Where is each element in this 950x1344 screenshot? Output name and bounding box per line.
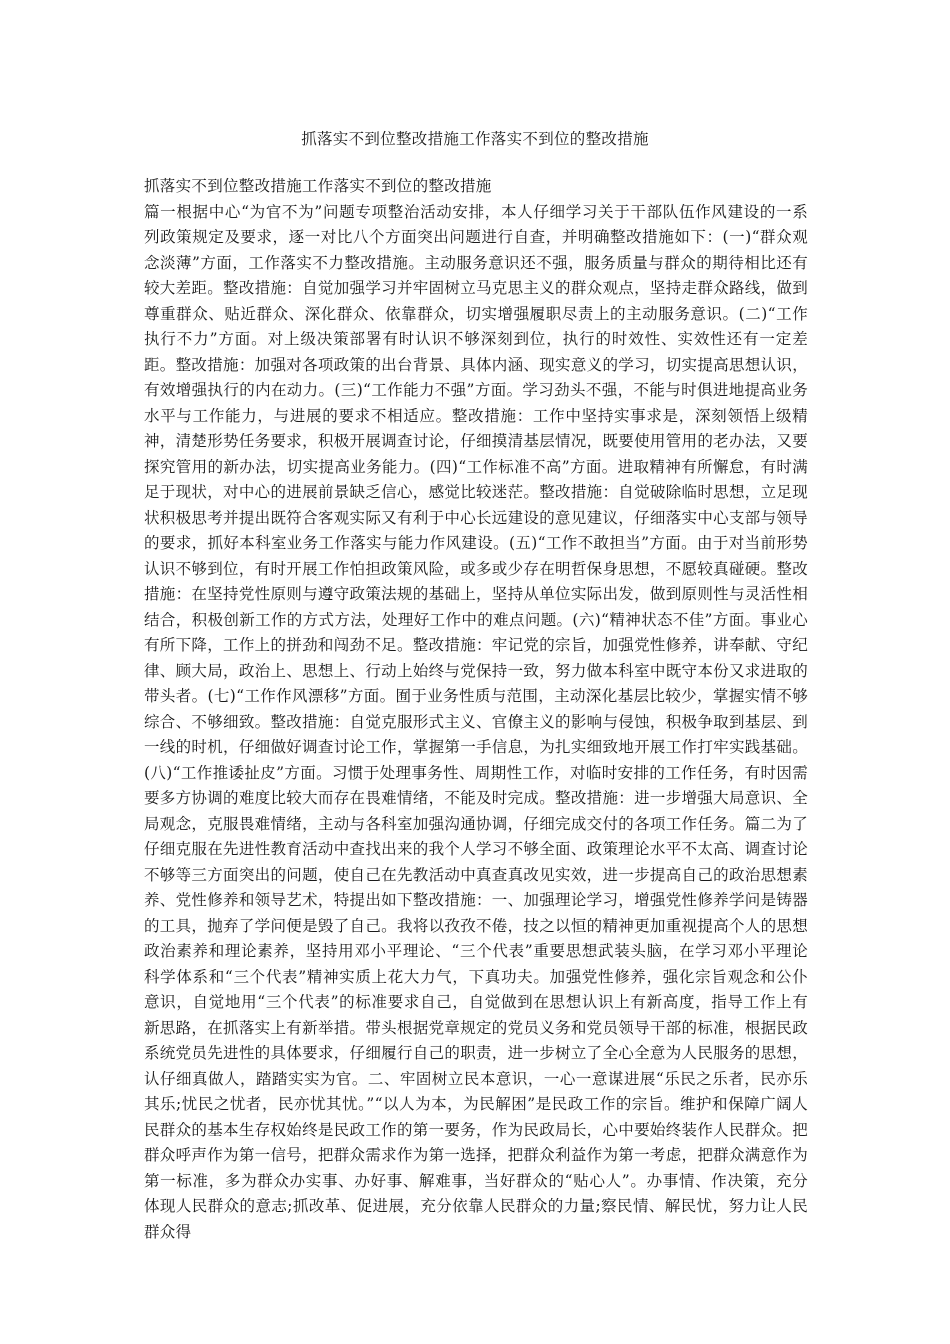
document-body [144,174,808,1245]
document-title: 抓落实不到位整改措施工作落实不到位的整改措施 [301,130,649,148]
document-subtitle: 抓落实不到位整改措施工作落实不到位的整改措施 [144,177,492,195]
body-paragraph: 篇一根据中心“为官不为”问题专项整治活动安排，本人仔细学习关于干部队伍作风建设的一系列政策规定及要求，逐一对比八个方面突出问题进行自查，并明确整改措施如下：(一)“群众观念淡薄”方面，工作落实不力整改措施。主动服务意识还不强，服务质量与群众的期待相比还有较大差距。整改措施：自觉加强学习并牢固树立马克思主义的群众观点，坚持走群众路线，做到尊重群众、贴近群众、深化群众、依靠群众，切实增强履职尽责上的主动服务意识。(二)“工作执行不力”方面。对上级决策部署有时认识不够深刻到位，执行的时效性、实效性还有一定差距。整改措施：加强对各项政策的出台背景、具体内涵、现实意义的学习，切实提高思想认识，有效增强执行的内在动力。(三)“工作能力不强”方面。学习劲头不强，不能与时俱进地提高业务水平与工作能力，与进展的要求不相适应。整改措施：工作中坚持实事求是，深刻领悟上级精神，清楚形势任务要求，积极开展调查讨论，仔细摸清基层情况，既要使用管用的老办法，又要探究管用的新办法，切实提高业务能力。(四)“工作标准不高”方面。进取精神有所懈怠，有时满足于现状，对中心的进展前景缺乏信心，感觉比较迷茫。整改措施：自觉破除临时思想，立足现状积极思考并提出既符合客观实际又有利于中心长远建设的意见建议，仔细落实中心支部与领导的要求，抓好本科室业务工作落实与能力作风建设。(五)“工作不敢担当”方面。由于对当前形势认识不够到位，有时开展工作怕担政策风险，或多或少存在明哲保身思想，不愿较真碰硬。整改措施：在坚持党性原则与遵守政策法规的基础上，坚持从单位实际出发，做到原则性与灵活性相结合，积极创新工作的方式方法，处理好工作中的难点问题。(六)“精神状态不佳”方面。事业心有所下降，工作上的拼劲和闯劲不足。整改措施：牢记党的宗旨，加强党性修养，讲奉献、守纪律、顾大局，政治上、思想上、行动上始终与党保持一致，努力做本科室中既守本份又求进取的带头者。(七)“工作作风漂移”方面。囿于业务性质与范围，主动深化基层比较少，掌握实情不够综合、不够细致。整改措施：自觉克服形式主义、官僚主义的影响与侵蚀，积极争取到基层、到一线的时机，仔细做好调查讨论工作，掌握第一手信息，为扎实细致地开展工作打牢实践基础。(八)“工作推诿扯皮”方面。习惯于处理事务性、周期性工作，对临时安排的工作任务，有时因需要多方协调的难度比较大而存在畏难情绪，不能及时完成。整改措施：进一步增强大局意识、全局观念，克服畏难情绪，主动与各科室加强沟通协调，仔细完成交付的各项工作任务。篇二为了仔细克服在先进性教育活动中查找出来的我个人学习不够全面、政策理论水平不太高、调查讨论不够等三方面突出的问题，使自己在先教活动中真查真改见实效，进一步提高自己的政治思想素养、党性修养和领导艺术，特提出如下整改措施：一、加强理论学习，增强党性修养学问是铸器的工具，抛弃了学问便是毁了自己。我将以孜孜不倦，技之以恒的精神更加重视提高个人的思想政治素养和理论素养，坚持用邓小平理论、“三个代表”重要思想武装头脑，在学习邓小平理论科学体系和“三个代表”精神实质上花大力气，下真功夫。加强党性修养，强化宗旨观念和公仆意识，自觉地用“三个代表”的标准要求自己，自觉做到在思想认识上有新高度，指导工作上有新思路，在抓落实上有新举措。带头根据党章规定的党员义务和党员领导干部的标准，根据民政系统党员先进性的具体要求，仔细履行自己的职责，进一步树立了全心全意为人民服务的思想，认仔细真做人，踏踏实实为官。二、牢固树立民本意识，一心一意谋进展“乐民之乐者，民亦乐其乐;忧民之忧者，民亦忧其忧。”“以人为本，为民解困”是民政工作的宗旨。维护和保障广阔人民群众的基本生存权始终是民政工作的第一要务，作为民政局长，心中要始终装作人民群众。把群众呼声作为第一信号，把群众需求作为第一选择，把群众利益作为第一考虑，把群众满意作为第一标准，多为群众办实事、办好事、解难事，当好群众的“贴心人”。办事情、作决策，充分体现人民群众的意志;抓改革、促进展，充分依靠人民群众的力量;察民情、解民忧，努力让人民群众得 [144,202,808,1241]
